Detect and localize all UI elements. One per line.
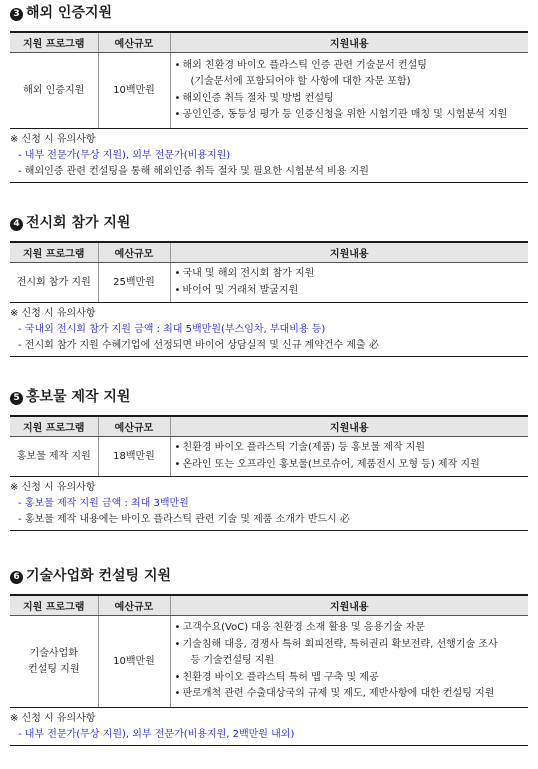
header-budget: 예산규모 bbox=[98, 416, 170, 437]
section-promotion bbox=[10, 387, 528, 531]
content-bullet: • 친환경 바이오 플라스틱 기술(제품) 등 홍보물 제작 지원 bbox=[175, 440, 525, 457]
section-title-text: 홍보물 제작 지원 bbox=[26, 389, 131, 405]
divider bbox=[10, 745, 528, 746]
program-line: 기술사업화 bbox=[29, 647, 78, 659]
notes bbox=[10, 711, 528, 743]
content-cell bbox=[170, 437, 528, 477]
divider bbox=[10, 356, 528, 357]
section-number: 5 bbox=[10, 392, 23, 405]
section-overseas-certification bbox=[10, 3, 528, 183]
budget-cell: 10백만원 bbox=[98, 616, 170, 708]
content-bullet: • 바이어 및 거래처 발굴지원 bbox=[175, 283, 525, 300]
section-number: 4 bbox=[10, 218, 23, 231]
section-title bbox=[10, 213, 528, 233]
content-bullet: • 기술침해 대응, 경쟁사 특허 회피전략, 특허권리 확보전략, 선행기술 조사 bbox=[175, 637, 525, 654]
notes bbox=[10, 306, 528, 354]
divider bbox=[10, 182, 528, 183]
support-table bbox=[10, 594, 528, 708]
note-item: - 홍보물 제작 지원 금액 : 최대 3백만원 bbox=[18, 498, 189, 509]
content-bullet-continuation: (기술문서에 포함되어야 할 사항에 대한 자문 포함) bbox=[190, 76, 411, 87]
note-item: - 내부 전문가(무상 지원), 외부 전문가(비용지원, 2백만원 내외) bbox=[18, 729, 295, 740]
support-table bbox=[10, 241, 528, 303]
support-table bbox=[10, 415, 528, 477]
note-item: - 해외인증 관련 컨설팅을 통해 해외인증 취득 절차 및 필요한 시험분석 비용 지원 bbox=[18, 166, 369, 177]
header-budget: 예산규모 bbox=[98, 242, 170, 263]
header-content: 지원내용 bbox=[170, 242, 528, 263]
header-budget: 예산규모 bbox=[98, 595, 170, 616]
section-number: 6 bbox=[10, 571, 23, 584]
header-content: 지원내용 bbox=[170, 32, 528, 53]
budget-cell: 10백만원 bbox=[98, 53, 170, 129]
note-item: - 국내외 전시회 참가 지원 금액 : 최대 5백만원(부스임차, 부대비용 등) bbox=[18, 324, 326, 335]
header-content: 지원내용 bbox=[170, 416, 528, 437]
content-bullet: • 고객수요(VoC) 대응 친환경 소재 활용 및 응용기술 자문 bbox=[175, 620, 525, 637]
section-title-text: 전시회 참가 지원 bbox=[26, 215, 131, 231]
content-bullet: • 판로개척 관련 수출대상국의 규제 및 제도, 제반사항에 대한 컨설팅 지원 bbox=[175, 686, 525, 703]
header-program: 지원 프로그램 bbox=[10, 242, 98, 263]
content-bullet: • 온라인 또는 오프라인 홍보물(브로슈어, 제품전시 모형 등) 제작 지원 bbox=[175, 457, 525, 474]
header-content: 지원내용 bbox=[170, 595, 528, 616]
section-title-text: 기술사업화 컨설팅 지원 bbox=[26, 568, 171, 584]
program-line: 컨설팅 지원 bbox=[28, 663, 80, 675]
program-cell: 전시회 참가 지원 bbox=[10, 263, 98, 303]
support-table bbox=[10, 31, 528, 129]
program-cell: 해외 인증지원 bbox=[10, 53, 98, 129]
content-cell bbox=[170, 263, 528, 303]
header-program: 지원 프로그램 bbox=[10, 416, 98, 437]
header-program: 지원 프로그램 bbox=[10, 595, 98, 616]
program-cell: 홍보물 제작 지원 bbox=[10, 437, 98, 477]
header-program: 지원 프로그램 bbox=[10, 32, 98, 53]
content-bullet: • 공인인증, 동등성 평가 등 인증신청을 위한 시험기관 매칭 및 시험분석 지원 bbox=[175, 107, 525, 124]
note-title: ※ 신청 시 유의사항 bbox=[10, 308, 96, 319]
budget-cell: 18백만원 bbox=[98, 437, 170, 477]
content-bullet: • 국내 및 해외 전시회 참가 지원 bbox=[175, 266, 525, 283]
header-budget: 예산규모 bbox=[98, 32, 170, 53]
section-tech-commercialization bbox=[10, 566, 528, 746]
note-item: - 내부 전문가(무상 지원), 외부 전문가(비용지원) bbox=[18, 150, 231, 161]
content-bullet: • 해외인증 취득 절차 및 방법 컨설팅 bbox=[175, 91, 525, 108]
note-item: - 홍보물 제작 내용에는 바이오 플라스틱 관련 기술 및 제품 소개가 반드시 必 bbox=[18, 514, 350, 525]
note-title: ※ 신청 시 유의사항 bbox=[10, 482, 96, 493]
section-title bbox=[10, 3, 528, 23]
budget-cell: 25백만원 bbox=[98, 263, 170, 303]
program-cell bbox=[10, 616, 98, 708]
content-bullet: • 친환경 바이오 플라스틱 특허 맵 구축 및 제공 bbox=[175, 670, 525, 687]
divider bbox=[10, 530, 528, 531]
section-exhibition bbox=[10, 213, 528, 357]
note-item: - 전시회 참가 지원 수혜기업에 선정되면 바이어 상담실적 및 신규 계약건수 제출 必 bbox=[18, 340, 379, 351]
section-title bbox=[10, 566, 528, 586]
content-bullet: • 해외 친환경 바이오 플라스틱 인증 관련 기술문서 컨설팅 bbox=[175, 58, 525, 75]
content-bullet-continuation: 등 기술컨설팅 지원 bbox=[190, 655, 275, 667]
section-title bbox=[10, 387, 528, 407]
notes bbox=[10, 132, 528, 180]
section-title-text: 해외 인증지원 bbox=[26, 5, 113, 21]
note-title: ※ 신청 시 유의사항 bbox=[10, 134, 96, 145]
content-cell bbox=[170, 616, 528, 708]
note-title: ※ 신청 시 유의사항 bbox=[10, 713, 96, 724]
content-cell bbox=[170, 53, 528, 129]
section-number: 3 bbox=[10, 8, 23, 21]
notes bbox=[10, 480, 528, 528]
